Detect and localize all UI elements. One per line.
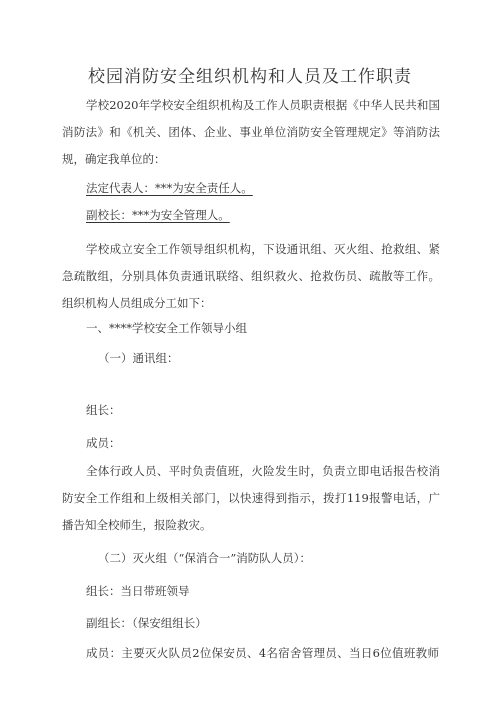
group-1-members: 成员： (86, 436, 121, 450)
group-2-members: 成员：主要灭火队员2位保安员、4名宿舍管理员、当日6位值班教师 (86, 646, 440, 660)
group-1-duty-paragraph: 全体行政人员、平时负责值班，火险发生时，负责立即电话报告校消防安全工作组和上级相关部门，以快速得到指示，拨打119报警电话，广播告知全校师生，报险救灾。 (62, 464, 440, 532)
legal-representative-line (86, 178, 253, 198)
group-2-vice-leader: 副组长：（保安组组长） (86, 616, 207, 630)
document-title: 校园消防安全组织机构和人员及工作职责 (88, 67, 412, 87)
legal-representative-text: 法定代表人：***为安全责任人。 (86, 181, 253, 195)
group-2-leader: 组长：当日带班领导 (86, 584, 190, 598)
vice-principal-line (86, 205, 230, 225)
group-2-title: （二）灭火组（“保消合一”消防队人员）： (98, 551, 312, 565)
vice-principal-text: 副校长：***为安全管理人。 (86, 208, 230, 222)
organization-paragraph: 学校成立安全工作领导组织机构，下设通讯组、灭火组、抢救组、紧急疏散组，分别具体负责通讯联络、组织救火、抢救伤员、疏散等工作。组织机构人员组成分工如下： (62, 242, 440, 310)
intro-paragraph: 学校2020年学校安全组织机构及工作人员职责根据《中华人民共和国消防法》和《机关、团体、企业、事业单位消防安全管理规定》等消防法规，确定我单位的： (62, 98, 440, 166)
group-1-title: （一）通讯组： (98, 351, 179, 365)
section-heading-1: 一、****学校安全工作领导小组 (86, 321, 247, 335)
group-1-leader: 组长： (86, 403, 121, 417)
